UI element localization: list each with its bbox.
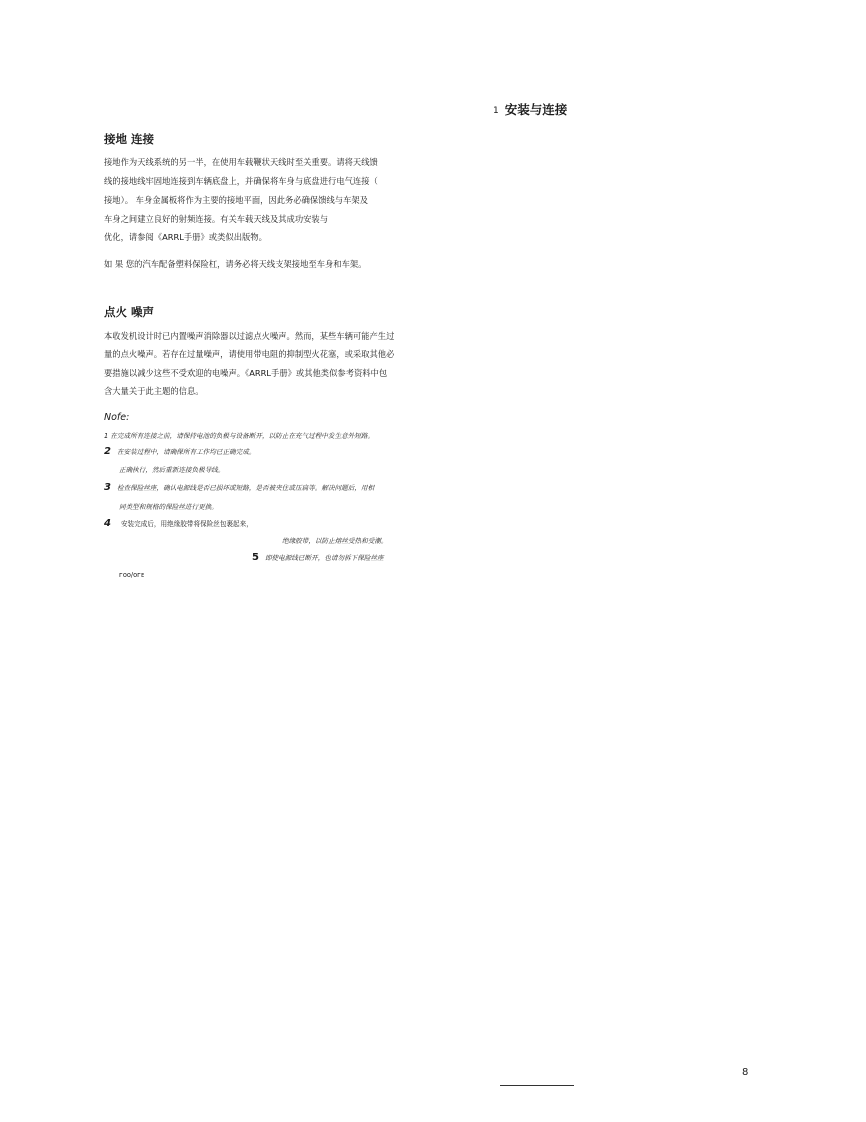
grounding-paragraph-2: 如 果 您的汽车配备塑料保险杠，请务必将天线支架接地至车身和车架。 bbox=[104, 259, 367, 269]
ignition-line-2: 量的点火噪声。若存在过量噪声，请使用带电阻的抑制型火花塞，或采取其他必 bbox=[104, 349, 395, 359]
note-label: Nofe: bbox=[104, 412, 130, 423]
note-4 bbox=[104, 518, 253, 529]
page-number: 8 bbox=[742, 1067, 749, 1078]
note-3-continued: 同类型和规格的保险丝进行更换。 bbox=[119, 503, 218, 511]
note-2-continued: 正确执行，然后重新连接负极导线。 bbox=[119, 466, 225, 474]
note-trailing: ᴦᴏᴏ/ᴏᴦᴇ bbox=[119, 571, 145, 579]
chapter-heading bbox=[493, 100, 567, 118]
note-4-continued: 绝缘胶带，以防止熔丝受热和受潮。 bbox=[282, 537, 388, 545]
grounding-line-4: 车身之间建立良好的射频连接。有关车载天线及其成功安装与 bbox=[104, 214, 329, 224]
footer-rule bbox=[500, 1085, 574, 1086]
note-2-number: 2 bbox=[104, 446, 111, 457]
note-3-text: 检查保险丝座，确认电源线是否已损坏或短路，是否被夹住或压扁等。解决问题后，用相 bbox=[116, 484, 375, 492]
note-2-text: 在安装过程中，请确保所有工作均已正确完成。 bbox=[116, 448, 256, 456]
ignition-line-1: 本收发机设计时已内置噪声消除器以过滤点火噪声。然而，某些车辆可能产生过 bbox=[104, 331, 395, 341]
grounding-line-2: 线的接地线牢固地连接到车辆底盘上，并确保将车身与底盘进行电气连接（ bbox=[104, 176, 378, 186]
note-1: 1 在完成所有连接之前，请保持电池的负极与设备断开，以防止在充气过程中发生意外短路。 bbox=[104, 432, 375, 440]
ignition-line-3: 要措施以减少这些不受欢迎的电噪声。《ARRL手册》或其他类似参考资料中包 bbox=[104, 368, 388, 378]
note-5 bbox=[252, 552, 384, 563]
note-4-number: 4 bbox=[104, 518, 111, 529]
grounding-heading: 接地 连接 bbox=[104, 132, 155, 146]
note-2 bbox=[104, 446, 255, 457]
note-3-number: 3 bbox=[104, 482, 111, 493]
grounding-line-3: 接地）。 车身金属板将作为主要的接地平面，因此务必确保馈线与车架及 bbox=[104, 195, 368, 205]
ignition-line-4: 含大量关于此主题的信息。 bbox=[104, 386, 204, 396]
note-4-text: 安装完成后，用绝缘胶带将保险丝包裹起来， bbox=[120, 520, 253, 528]
note-5-number: 5 bbox=[252, 552, 259, 563]
note-3 bbox=[104, 482, 374, 493]
grounding-line-1: 接地作为天线系统的另一半，在使用车载鞭状天线时至关重要。请将天线馈 bbox=[104, 157, 378, 167]
chapter-title: 安装与连接 bbox=[504, 102, 568, 117]
note-5-text: 即使电源线已断开，也请勿拆下保险丝座 bbox=[264, 554, 384, 562]
chapter-number: 1 bbox=[493, 106, 499, 116]
ignition-heading: 点火 噪声 bbox=[104, 305, 155, 319]
grounding-line-5: 优化，请参阅《ARRL手册》或类似出版物。 bbox=[104, 232, 267, 242]
